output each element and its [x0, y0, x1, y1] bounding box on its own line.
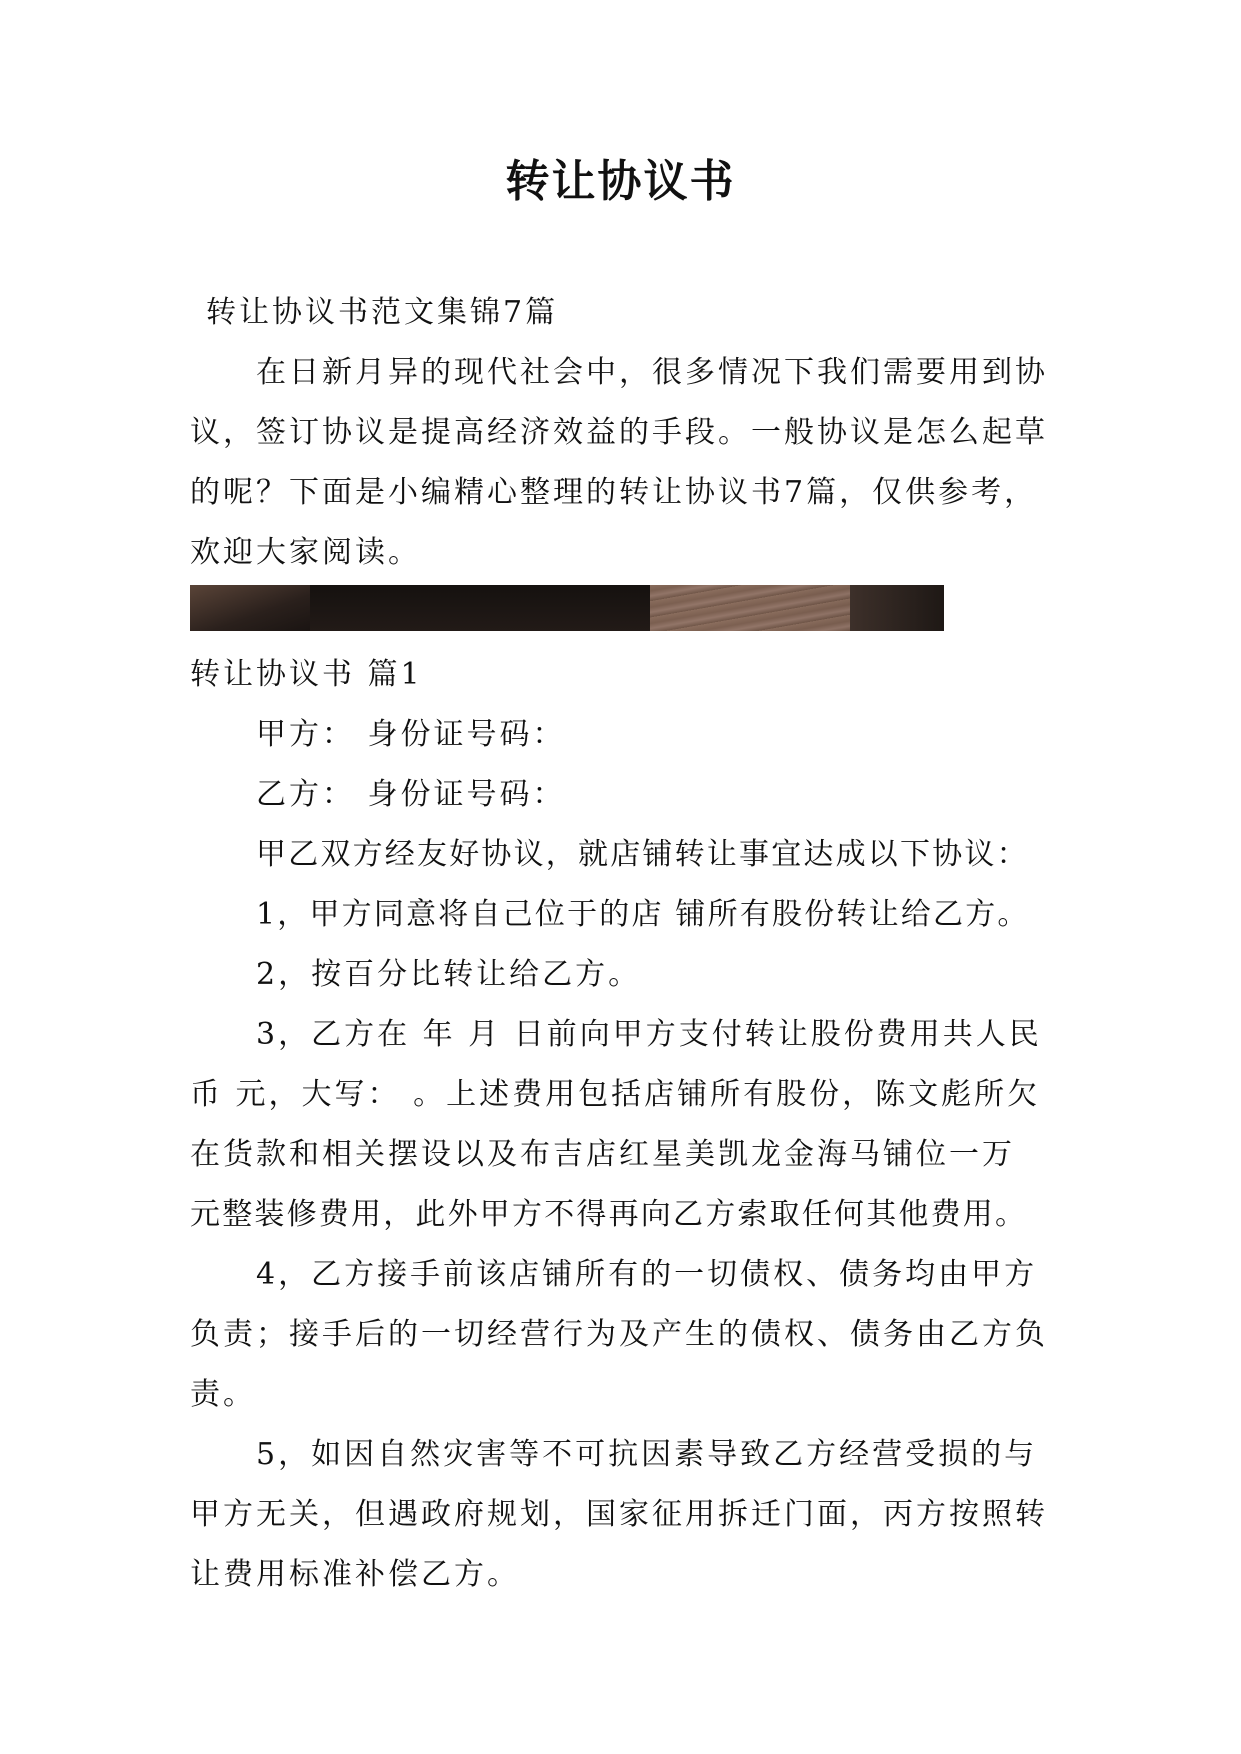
intro-line: 欢迎大家阅读。: [190, 535, 421, 570]
clause-1: 1，甲方同意将自己位于的店 铺所有股份转让给乙方。: [256, 897, 1030, 932]
clause-line: 4，乙方接手前该店铺所有的一切债权、债务均由甲方: [256, 1257, 1038, 1292]
clause-line: 责。: [190, 1377, 256, 1412]
intro-line: 在日新月异的现代社会中，很多情况下我们需要用到协: [256, 355, 1048, 390]
document-title: 转让协议书: [505, 156, 736, 207]
document-body: [190, 283, 1070, 1605]
intro-line: 议，签订协议是提高经济效益的手段。一般协议是怎么起草: [190, 415, 1048, 450]
party-b-line: 乙方： 身份证号码：: [256, 777, 566, 812]
clause-4: [190, 1245, 1070, 1425]
clause-line: 负责；接手后的一切经营行为及产生的债权、债务由乙方负: [190, 1317, 1048, 1352]
clause-3: [190, 1005, 1070, 1245]
clause-line: 币 元，大写： 。上述费用包括店铺所有股份，陈文彪所欠: [190, 1077, 1041, 1112]
party-a-line: 甲方： 身份证号码：: [256, 717, 566, 752]
clause-line: 元整装修费用，此外甲方不得再向乙方索取任何其他费用。: [190, 1197, 1028, 1232]
clause-5: [190, 1425, 1070, 1605]
clause-line: 3，乙方在 年 月 日前向甲方支付转让股份费用共人民: [256, 1017, 1042, 1052]
banner-image: [190, 585, 944, 631]
clause-line: 在货款和相关摆设以及布吉店红星美凯龙金海马铺位一万: [190, 1137, 1015, 1172]
clause-line: 甲方无关，但遇政府规划，国家征用拆迁门面，丙方按照转: [190, 1497, 1048, 1532]
clause-line: 5，如因自然灾害等不可抗因素导致乙方经营受损的与: [256, 1437, 1038, 1472]
intro-line: 的呢？下面是小编精心整理的转让协议书7篇，仅供参考，: [190, 475, 1038, 510]
section-heading: 转让协议书 篇1: [190, 657, 423, 692]
clause-line: 让费用标准补偿乙方。: [190, 1557, 520, 1592]
document-subtitle: 转让协议书范文集锦7篇: [206, 295, 559, 330]
preamble-line: 甲乙双方经友好协议，就店铺转让事宜达成以下协议：: [256, 837, 1029, 872]
intro-paragraph: [190, 343, 1070, 583]
clause-2: 2，按百分比转让给乙方。: [256, 957, 642, 992]
